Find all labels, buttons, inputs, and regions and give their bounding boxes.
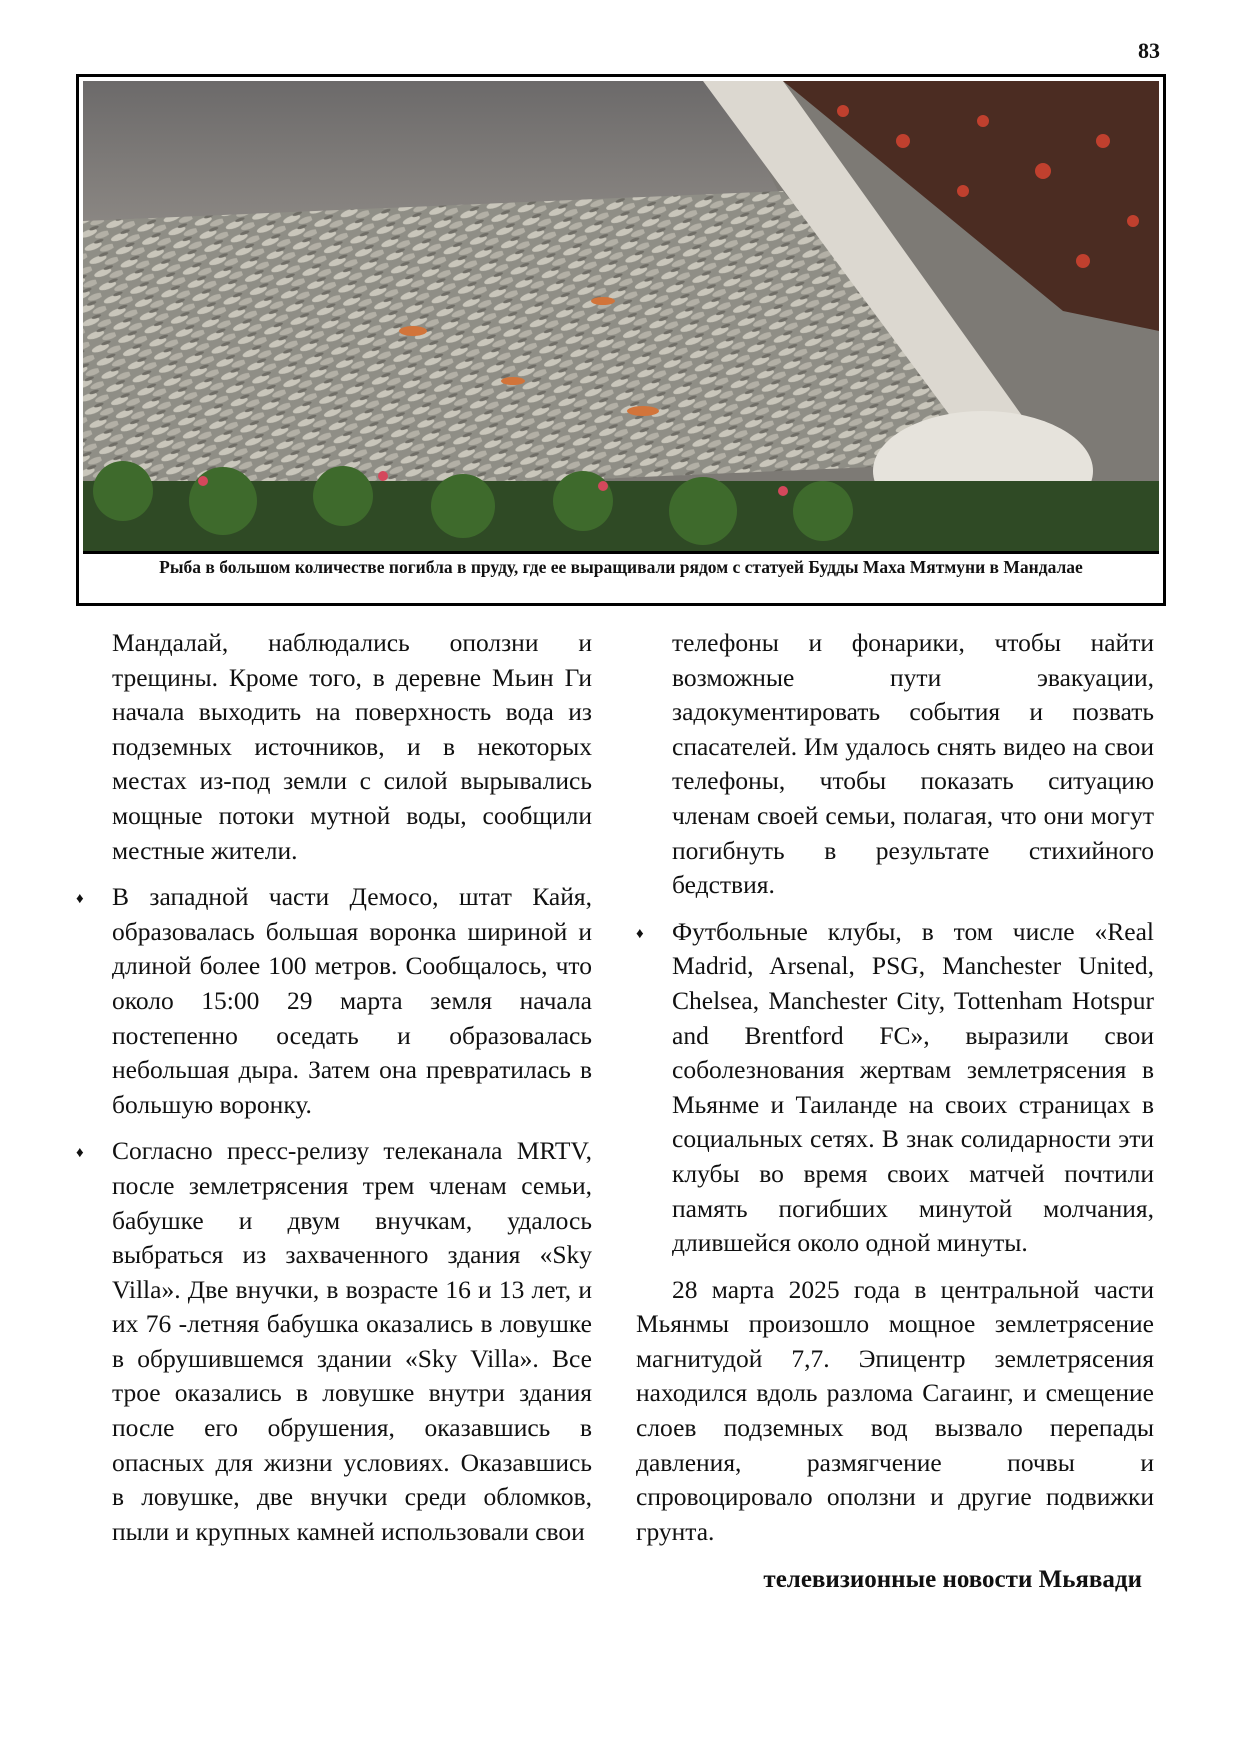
- intro-paragraph: Мандалай, наблюдались оползни и трещины. Кроме того, в деревне Мьин Ги начала выходить на поверхность вода из подземных источников, и в некоторых местах из-под земли с силой вырывались мощные потоки мутной воды, сообщили местные жители.: [112, 628, 592, 865]
- signature: телевизионные новости Мьявади: [763, 1566, 1142, 1594]
- bullet-text: В западной части Демосо, штат Кайя, образовалась большая воронка шириной и длиной более 100 метров. Сообщалось, что около 15:00 29 марта земля начала постепенно оседать и образовалась небольшая дыра. Затем она превратилась в большую воронку.: [112, 882, 592, 1119]
- bullet-item: [76, 880, 592, 1122]
- dead-fish-pond-photo: [83, 81, 1159, 554]
- closing-paragraph: 28 марта 2025 года в центральной части Мьянмы произошло мощное землетрясение магнитудой 7,7. Эпицентр землетрясения находился вдоль разлома Сагаинг, и смещение слоев подземных вод вызвало перепады давления, размягчение почвы и спровоцировало оползни и другие подвижки грунта.: [636, 1274, 1154, 1546]
- bullet-item: [636, 915, 1154, 1261]
- right-column: [636, 626, 1154, 1598]
- left-column: [76, 626, 592, 1549]
- photo-figure: [76, 74, 1166, 606]
- photo-caption: Рыба в большом количестве погибла в пруду, где ее выращивали рядом с статуей Будды Маха Мятмуни в Мандалае: [159, 557, 1083, 577]
- diamond-bullet-icon: ♦: [76, 891, 84, 908]
- bullet-item: [76, 1134, 592, 1549]
- bullet-text: Согласно пресс-релизу телеканала MRTV, после землетрясения трем членам семьи, бабушке и двум внучкам, удалось выбраться из захваченного здания «Sky Villa». Две внучки, в возрасте 16 и 13 лет, и их 76 -летняя бабушка оказались в ловушке в обрушившемся здании «Sky Villa». Все трое оказались в ловушке внутри здания после его обрушения, оказавшись в опасных для жизни условиях. Оказавшись в ловушке, две внучки среди обломков, пыли и крупных камней использовали свои: [112, 1136, 592, 1546]
- continuation-paragraph: телефоны и фонарики, чтобы найти возможные пути эвакуации, задокументировать события и позвать спасателей. Им удалось снять видео на свои телефоны, чтобы показать ситуацию членам своей семьи, полагая, что они могут погибнуть в результате стихийного бедствия.: [672, 628, 1154, 900]
- diamond-bullet-icon: ♦: [76, 1145, 84, 1162]
- page-number: 83: [1138, 38, 1160, 63]
- pond-illustration: [83, 81, 1159, 551]
- diamond-bullet-icon: ♦: [636, 925, 644, 942]
- bullet-text: Футбольные клубы, в том числе «Real Madrid, Arsenal, PSG, Manchester United, Chelsea, Manchester City, Tottenham Hotspur and Brentford FC», выразили свои соболезнования жертвам землетрясения в Мьянме и Таиланде на своих страницах в социальных сетях. В знак солидарности эти клубы во время своих матчей почтили память погибших минутой молчания, длившейся около одной минуты.: [672, 916, 1154, 1258]
